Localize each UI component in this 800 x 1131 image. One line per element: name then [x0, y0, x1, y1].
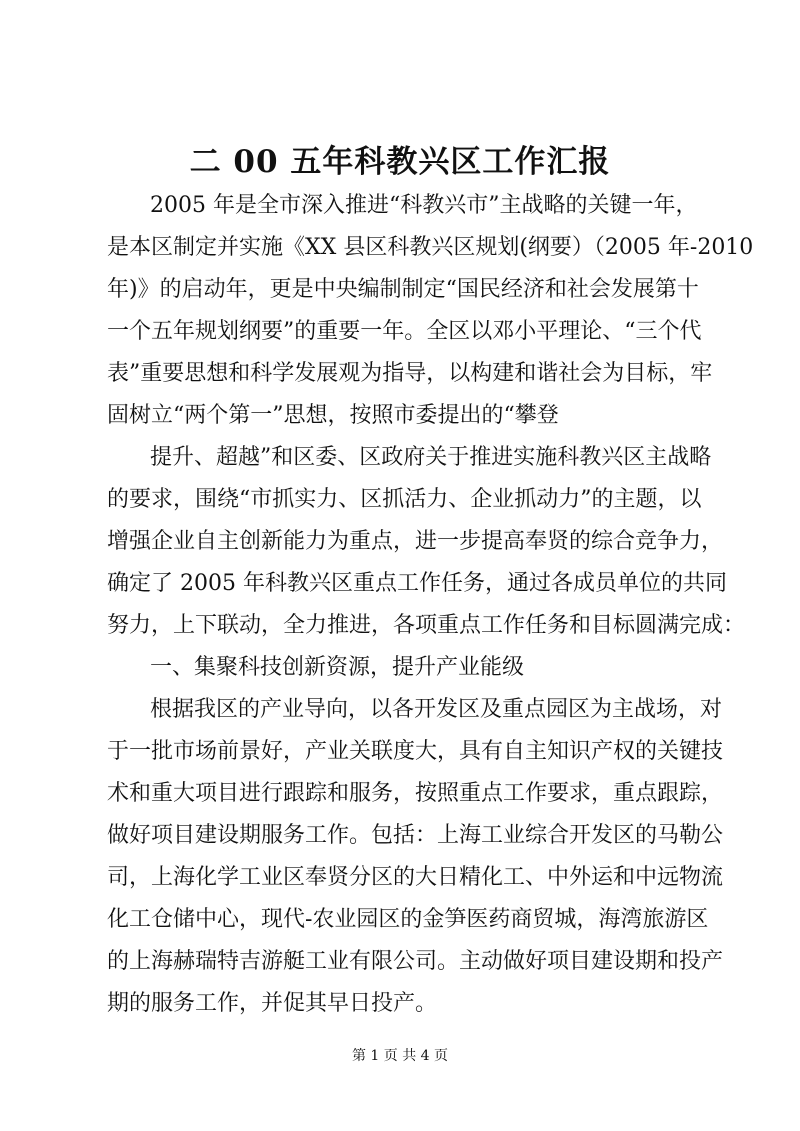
- body-line-8: 的要求，围绕“市抓实力、区抓活力、企业抓动力”的主题，以: [107, 487, 702, 512]
- body-line-3: 年)》的启动年，更是中央编制制定“国民经济和社会发展第十: [107, 277, 699, 302]
- body-line-10: 确定了 2005 年科教兴区重点工作任务，通过各成员单位的共同: [107, 571, 727, 596]
- body-line-16: 做好项目建设期服务工作。包括：上海工业综合开发区的马勒公: [107, 823, 724, 848]
- body-line-2: 是本区制定并实施《XX 县区科教兴区规划(纲要）（2005 年-2010: [107, 235, 754, 260]
- body-line-4: 一个五年规划纲要”的重要一年。全区以邓小平理论、“三个代: [107, 319, 702, 344]
- page-title: 二 00 五年科教兴区工作汇报: [189, 144, 611, 180]
- body-line-15: 术和重大项目进行跟踪和服务，按照重点工作要求，重点跟踪，: [107, 781, 724, 806]
- body-line-11: 努力，上下联动，全力推进，各项重点工作任务和目标圆满完成：: [107, 613, 746, 638]
- body-line-13: 根据我区的产业导向，以各开发区及重点园区为主战场，对: [150, 697, 723, 722]
- body-line-20: 期的服务工作，并促其早日投产。: [107, 991, 438, 1016]
- section-heading: 一、集聚科技创新资源，提升产业能级: [150, 655, 525, 680]
- body-line-5: 表”重要思想和科学发展观为指导，以构建和谐社会为目标，牢: [107, 361, 713, 386]
- body-line-17: 司，上海化学工业区奉贤分区的大日精化工、中外运和中远物流: [107, 865, 724, 890]
- body-line-6: 固树立“两个第一”思想，按照市委提出的“攀登: [107, 403, 559, 428]
- body-line-1: 2005 年是全市深入推进“科教兴市”主战略的关键一年，: [150, 193, 698, 218]
- body-line-7: 提升、超越”和区委、区政府关于推进实施科教兴区主战略: [150, 445, 712, 470]
- body-line-18: 化工仓储中心，现代-农业园区的金笋医药商贸城，海湾旅游区: [107, 907, 709, 932]
- page-number-footer: 第 1 页 共 4 页: [351, 1048, 449, 1064]
- body-line-19: 的上海赫瑞特吉游艇工业有限公司。主动做好项目建设期和投产: [107, 949, 724, 974]
- body-line-14: 于一批市场前景好，产业关联度大，具有自主知识产权的关键技: [107, 739, 724, 764]
- body-line-9: 增强企业自主创新能力为重点，进一步提高奉贤的综合竞争力，: [107, 529, 724, 554]
